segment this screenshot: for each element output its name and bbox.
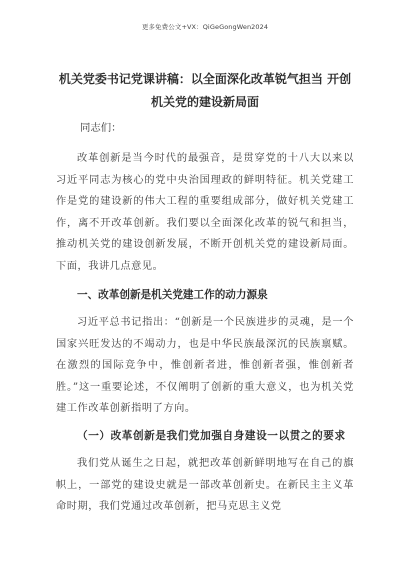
document-body — [56, 118, 354, 522]
intro-paragraph: 改革创新是当今时代的最强音，是贯穿党的十八大以来以习近平同志为核心的党中央治国理政的鲜明特征。机关党建工作是党的建设新的伟大工程的重要组成部分，做好机关党建工作，离不开改革创新。我们要以全面深化改革的锐气和担当，推动机关党的建设创新发展，不断开创机关党的建设新局面。下面，我讲几点意见。 — [56, 153, 354, 272]
section1-paragraph: 习近平总书记指出：“创新是一个民族进步的灵魂，是一个国家兴旺发达的不竭动力，也是中华民族最深沉的民族禀赋。在激烈的国际竞争中，惟创新者进，惟创新者强，惟创新者胜。”这一重要论述，不仅阐明了创新的重大意义，也为机关党建工作改革创新指明了方向。 — [56, 317, 354, 414]
document-title: 机关党委书记党课讲稿：以全面深化改革锐气担当 开创机关党的建设新局面 — [58, 72, 352, 109]
section-heading-1: 一、改革创新是机关党建工作的动力源泉 — [77, 289, 268, 301]
subsection1-paragraph: 我们党从诞生之日起，就把改革创新鲜明地写在自己的旗帜上，一部党的建设史就是一部改革创新史。在新民主主义革命时期，我们党通过改革创新，把马克思主义党 — [56, 458, 354, 512]
salutation: 同志们： — [80, 122, 122, 134]
header-note: 更多免费公文+VX：QiGeGongWen2024 — [141, 23, 269, 31]
subsection-heading-1: （一）改革创新是我们党加强自身建设一以贯之的要求 — [77, 429, 346, 442]
